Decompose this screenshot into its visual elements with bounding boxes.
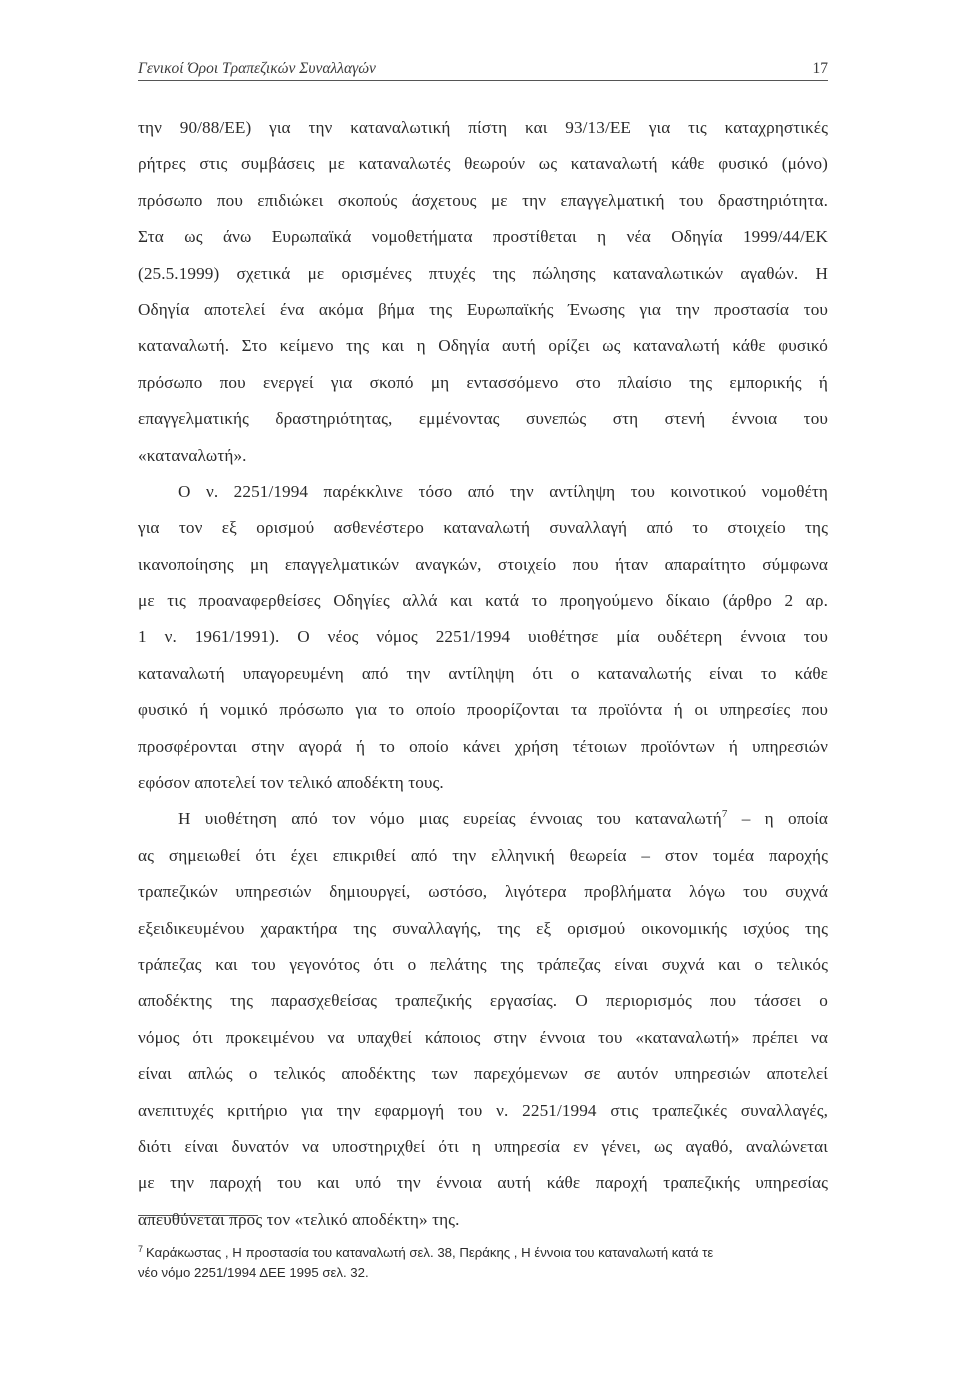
footnote-divider <box>138 1215 258 1216</box>
text-line: Στα ως άνω Ευρωπαϊκά νομοθετήματα προστίθεται η νέα Οδηγία 1999/44/ΕΚ <box>138 227 828 247</box>
text-line: εξειδικευμένου χαρακτήρα της συναλλαγής, της εξ ορισμού οικονομικής ισχύος της <box>138 918 828 938</box>
running-header <box>138 58 828 81</box>
text-line: διότι είναι δυνατόν να υποστηριχθεί ότι η υπηρεσία εν γένει, ως αγαθό, αναλώνεται <box>138 1136 828 1156</box>
text-line: αποδέκτης της παρασχεθείσας τραπεζικής εργασίας. Ο περιορισμός που τάσσει ο <box>138 991 828 1011</box>
text-line: με την παροχή του και υπό την έννοια αυτή κάθε παροχή τραπεζικής υπηρεσίας <box>138 1173 828 1193</box>
page-number: 17 <box>812 60 828 77</box>
footnote <box>138 1243 838 1283</box>
text-line: τράπεζας και του γεγονότος ότι ο πελάτης της τράπεζας είναι συχνά και ο τελικός <box>138 954 828 974</box>
text-line: νόμος ότι προκειμένου να υπαχθεί κάποιος στην έννοια του «καταναλωτή» πρέπει να <box>138 1027 828 1047</box>
text-line: ρήτρες στις συμβάσεις με καταναλωτές θεωρούν ως καταναλωτή κάθε φυσικό (μόνο) <box>138 154 828 174</box>
body-text <box>138 110 828 1238</box>
text-line: καταναλωτή. Στο κείμενο της και η Οδηγία αυτή ορίζει ως καταναλωτή κάθε φυσικό <box>138 336 828 356</box>
text-line: προσφέρονται στην αγορά ή το οποίο κάνει χρήση τέτοιων προϊόντων ή υπηρεσιών <box>138 736 828 756</box>
text-line: επαγγελματικής δραστηριότητας, εμμένοντας συνεπώς στη στενή έννοια του <box>138 409 828 429</box>
text-line: ας σημειωθεί ότι έχει επικριθεί από την ελληνική θεωρεία – στον τομέα παροχής <box>138 845 828 865</box>
text-line: για τον εξ ορισμού ασθενέστερο καταναλωτή συναλλαγή από το στοιχείο της <box>138 518 828 538</box>
text-segment: – η οποία <box>727 809 828 829</box>
text-line: φυσικό ή νομικό πρόσωπο για το οποίο προορίζονται τα προϊόντα ή οι υπηρεσίες που <box>138 700 828 720</box>
text-line: ικανοποίησης μη επαγγελματικών αναγκών, στοιχείο που ήταν απαραίτητο σύμφωνα <box>138 554 828 574</box>
text-line: εφόσον αποτελεί τον τελικό αποδέκτη τους. <box>138 773 444 793</box>
text-line: καταναλωτή υπαγορευμένη από την αντίληψη ότι ο καταναλωτής είναι το κάθε <box>138 663 828 683</box>
text-line: με τις προαναφερθείσες Οδηγίες αλλά και κατά το προηγούμενο δίκαιο (άρθρο 2 αρ. <box>138 591 828 611</box>
text-line: 1 ν. 1961/1991). Ο νέος νόμος 2251/1994 υιοθέτησε μία ουδέτερη έννοια του <box>138 627 828 647</box>
footnote-line <box>138 1243 838 1263</box>
text-line: πρόσωπο που ενεργεί για σκοπό μη εντασσόμενο στο πλαίσιο της εμπορικής ή <box>138 372 828 392</box>
text-line: «καταναλωτή». <box>138 445 247 465</box>
text-line: την 90/88/ΕΕ) για την καταναλωτική πίστη και 93/13/ΕΕ για τις καταχρηστικές <box>138 118 828 137</box>
text-line: ανεπιτυχές κριτήριο για την εφαρμογή του ν. 2251/1994 στις τραπεζικές συναλλαγές, <box>138 1100 828 1120</box>
text-line: απευθύνεται προς τον «τελικό αποδέκτη» της. <box>138 1209 460 1229</box>
text-line: είναι απλώς ο τελικός αποδέκτης των παρεχόμενων σε αυτόν υπηρεσιών αποτελεί <box>138 1064 828 1084</box>
text-line: (25.5.1999) σχετικά με ορισμένες πτυχές της πώλησης καταναλωτικών αγαθών. Η <box>138 263 828 283</box>
text-line: πρόσωπο που επιδιώκει σκοπούς άσχετους με την επαγγελματική του δραστηριότητα. <box>138 190 828 210</box>
footnote-reference[interactable]: 7 <box>721 808 728 821</box>
footnote-text: Καράκωστας , Η προστασία του καταναλωτή σελ. 38, Περάκης , Η έννοια του καταναλωτή κατά τε <box>146 1245 714 1260</box>
paragraph-first-line <box>138 801 828 837</box>
text-line: Οδηγία αποτελεί ένα ακόμα βήμα της Ευρωπαϊκής Ένωσης για την προστασία του <box>138 299 828 319</box>
footnote-line: νέο νόμο 2251/1994 ΔΕΕ 1995 σελ. 32. <box>138 1265 369 1280</box>
paragraph-first-line: Ο ν. 2251/1994 παρέκκλινε τόσο από την αντίληψη του κοινοτικού νομοθέτη <box>178 481 828 501</box>
text-line: τραπεζικών υπηρεσιών δημιουργεί, ωστόσο, λιγότερα προβλήματα λόγω του συχνά <box>138 882 828 902</box>
header-title: Γενικοί Όροι Τραπεζικών Συναλλαγών <box>138 60 376 77</box>
footnote-mark: 7 <box>138 1244 144 1254</box>
text-segment: Η υιοθέτηση από τον νόμο μιας ευρείας έννοιας του καταναλωτή <box>178 809 722 829</box>
